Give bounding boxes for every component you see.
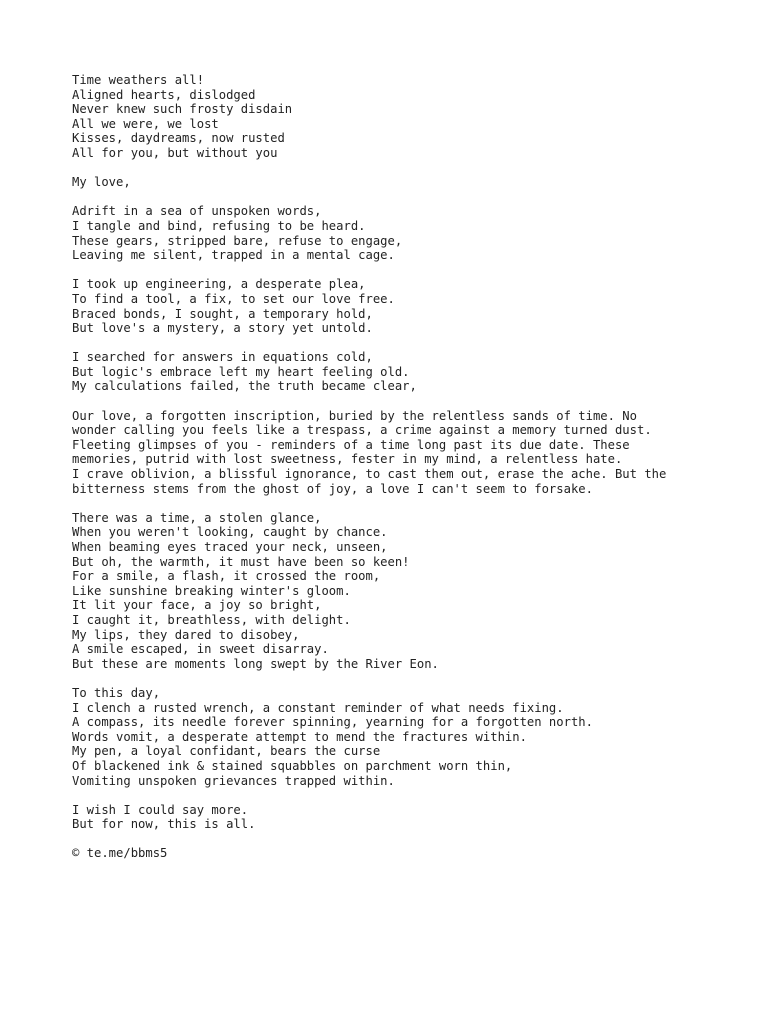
text-line: All for you, but without you	[72, 145, 278, 160]
text-line: Vomiting unspoken grievances trapped within.	[72, 773, 395, 788]
text-line: I crave oblivion, a blissful ignorance, to cast them out, erase the ache. But the	[72, 467, 667, 482]
text-line: I tangle and bind, refusing to be heard.	[72, 218, 366, 233]
text-line: But these are moments long swept by the River Eon.	[72, 656, 439, 671]
text-line: All we were, we lost	[72, 116, 219, 131]
stanza	[72, 277, 732, 335]
text-line: Time weathers all!	[72, 73, 205, 87]
text-line: To find a tool, a fix, to set our love free.	[72, 291, 395, 306]
text-line: My calculations failed, the truth became clear,	[72, 379, 417, 394]
text-line: Aligned hearts, dislodged	[72, 87, 256, 102]
text-line: Our love, a forgotten inscription, buried by the relentless sands of time. No	[72, 408, 637, 423]
text-line: When beaming eyes traced your neck, unseen,	[72, 540, 388, 554]
copyright-notice: © te.me/bbms5	[72, 846, 168, 861]
text-line: My lips, they dared to disobey,	[72, 627, 300, 642]
text-line: I took up engineering, a desperate plea,	[72, 277, 366, 292]
text-line: I searched for answers in equations cold,	[72, 350, 373, 365]
text-line: I caught it, breathless, with delight.	[72, 612, 351, 627]
document-page	[72, 73, 732, 861]
stanza	[72, 204, 732, 262]
text-line: My pen, a loyal confidant, bears the curse	[72, 744, 381, 759]
text-line: Leaving me silent, trapped in a mental cage.	[72, 248, 395, 263]
text-line: Never knew such frosty disdain	[72, 102, 293, 117]
text-line: memories, putrid with lost sweetness, fester in my mind, a relentless hate.	[72, 452, 623, 467]
text-line: wonder calling you feels like a trespass, a crime against a memory turned dust.	[72, 423, 652, 438]
text-line: Of blackened ink & stained squabbles on parchment worn thin,	[72, 758, 513, 773]
stanza	[72, 511, 732, 672]
stanza	[72, 73, 732, 161]
text-line: Words vomit, a desperate attempt to mend the fractures within.	[72, 729, 527, 744]
text-line: It lit your face, a joy so bright,	[72, 598, 322, 613]
text-line: Braced bonds, I sought, a temporary hold,	[72, 306, 373, 321]
stanza	[72, 350, 732, 394]
stanza	[72, 803, 732, 832]
text-line: These gears, stripped bare, refuse to engage,	[72, 233, 403, 248]
text-line: I wish I could say more.	[72, 802, 249, 817]
stanza	[72, 175, 732, 190]
text-line: Kisses, daydreams, now rusted	[72, 131, 285, 146]
text-line: bitterness stems from the ghost of joy, a love I can't seem to forsake.	[72, 481, 593, 496]
text-line: For a smile, a flash, it crossed the room,	[72, 569, 381, 584]
text-line: Fleeting glimpses of you - reminders of a time long past its due date. These	[72, 437, 630, 452]
text-line: But love's a mystery, a story yet untold.	[72, 321, 373, 336]
text-line: Adrift in a sea of unspoken words,	[72, 204, 322, 219]
stanza	[72, 686, 732, 788]
text-line: To this day,	[72, 685, 161, 700]
text-line: Like sunshine breaking winter's gloom.	[72, 583, 351, 598]
poem-body	[72, 73, 732, 832]
text-line: There was a time, a stolen glance,	[72, 510, 322, 525]
text-line: But for now, this is all.	[72, 817, 256, 832]
text-line: But logic's embrace left my heart feeling old.	[72, 364, 410, 379]
stanza	[72, 409, 732, 497]
text-line: A compass, its needle forever spinning, yearning for a forgotten north.	[72, 715, 593, 730]
text-line: My love,	[72, 175, 131, 190]
text-line: I clench a rusted wrench, a constant reminder of what needs fixing.	[72, 700, 564, 715]
text-line: But oh, the warmth, it must have been so keen!	[72, 554, 410, 569]
text-line: A smile escaped, in sweet disarray.	[72, 642, 329, 657]
text-line: When you weren't looking, caught by chance.	[72, 525, 388, 540]
